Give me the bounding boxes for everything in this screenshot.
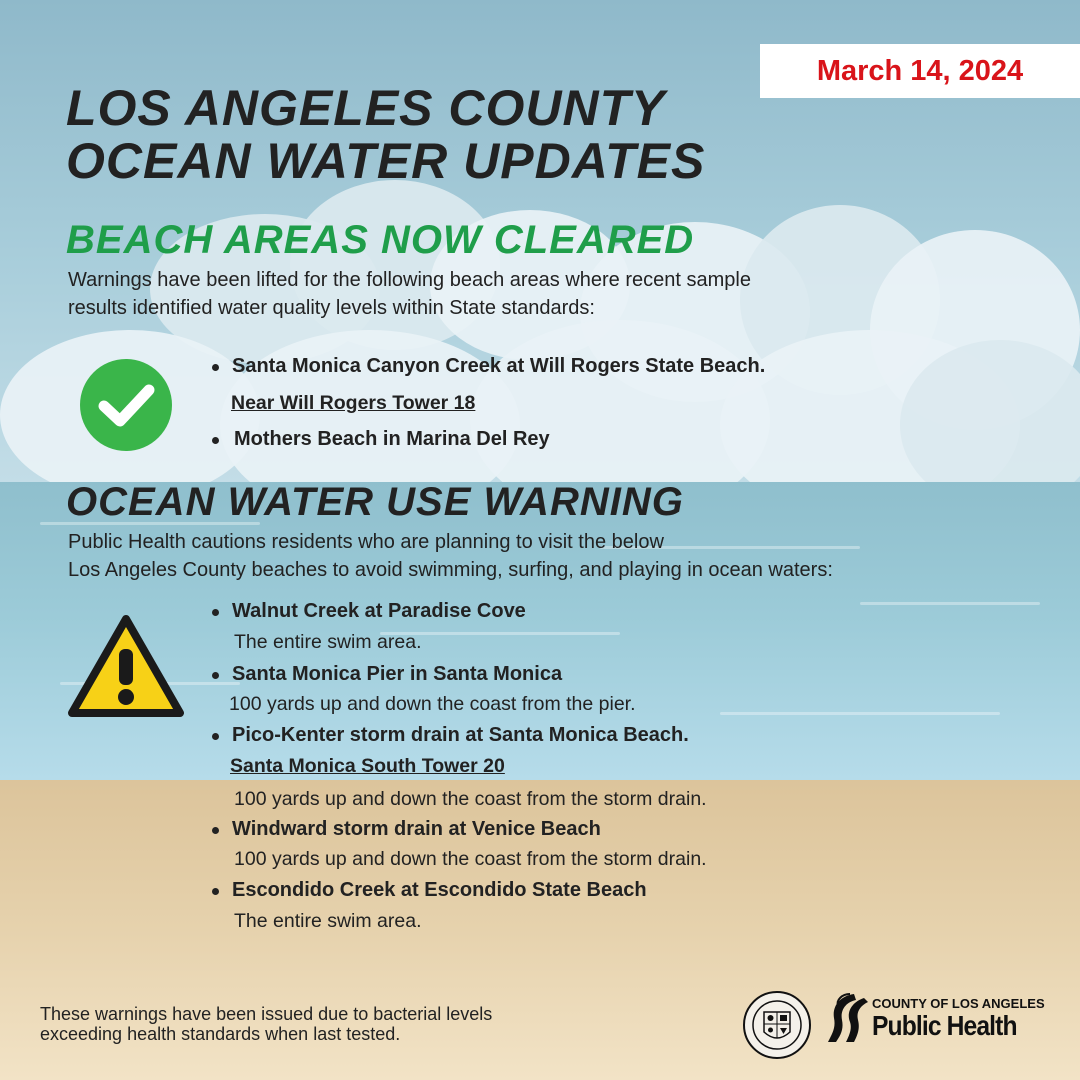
- warning-item-name: Walnut Creek at Paradise Cove: [232, 600, 526, 622]
- warning-item-detail: 100 yards up and down the coast from the storm drain.: [234, 788, 707, 810]
- warning-item-detail: 100 yards up and down the coast from the pier.: [229, 693, 636, 715]
- title-line-1: LOS ANGELES COUNTY: [66, 80, 666, 136]
- check-icon: [80, 359, 172, 451]
- warning-item-name: Escondido Creek at Escondido State Beach: [232, 879, 647, 901]
- logo-county-text: COUNTY OF LOS ANGELES: [872, 996, 1045, 1011]
- public-health-mark-icon: [824, 990, 872, 1046]
- footnote: [40, 1004, 492, 1044]
- warning-intro: [68, 528, 833, 584]
- warning-icon: [66, 613, 186, 721]
- cleared-heading: BEACH AREAS NOW CLEARED: [66, 218, 695, 262]
- cleared-intro-line-2: results identified water quality levels within State standards:: [68, 297, 595, 319]
- warning-item-name: Windward storm drain at Venice Beach: [232, 818, 601, 840]
- cleared-intro: [68, 266, 751, 322]
- warning-item-location[interactable]: Santa Monica South Tower 20: [230, 755, 505, 777]
- cleared-item-location[interactable]: Near Will Rogers Tower 18: [231, 392, 476, 414]
- date-text: March 14, 2024: [816, 54, 1024, 87]
- warning-item-detail: The entire swim area.: [234, 631, 422, 653]
- footnote-line-1: These warnings have been issued due to bacterial levels: [40, 1004, 493, 1024]
- logo-name-text: Public Health: [872, 1010, 1017, 1041]
- cleared-intro-line-1: Warnings have been lifted for the following beach areas where recent sample: [68, 269, 751, 291]
- footnote-line-2: exceeding health standards when last tested.: [40, 1024, 401, 1044]
- warning-intro-line-2: Los Angeles County beaches to avoid swimming, surfing, and playing in ocean waters:: [68, 559, 833, 581]
- warning-item-name: Santa Monica Pier in Santa Monica: [232, 663, 563, 685]
- warning-heading: OCEAN WATER USE WARNING: [66, 480, 684, 524]
- county-seal-icon: [742, 990, 812, 1060]
- warning-intro-line-1: Public Health cautions residents who are planning to visit the below: [68, 531, 664, 553]
- warning-item-name: Pico-Kenter storm drain at Santa Monica Beach.: [232, 724, 689, 746]
- warning-item-detail: 100 yards up and down the coast from the storm drain.: [234, 848, 707, 870]
- public-health-logo: [824, 990, 1044, 1046]
- warning-item-detail: The entire swim area.: [234, 910, 422, 932]
- page-title: [66, 82, 705, 188]
- date-badge: [760, 44, 1080, 98]
- cleared-item-name: Mothers Beach in Marina Del Rey: [234, 428, 550, 450]
- cleared-item-name: Santa Monica Canyon Creek at Will Rogers State Beach.: [232, 355, 766, 377]
- title-line-2: OCEAN WATER UPDATES: [66, 133, 706, 189]
